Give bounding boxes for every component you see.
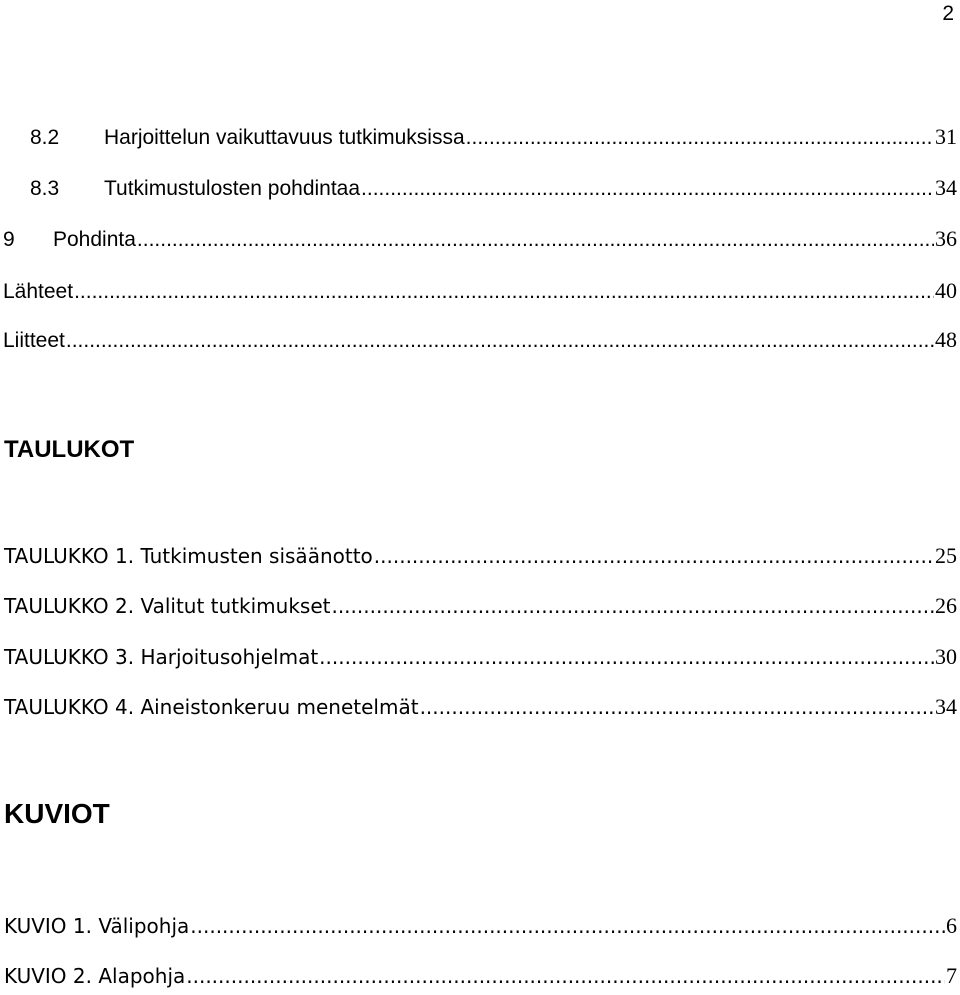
- dot-leader: [66, 329, 934, 353]
- dot-leader: [186, 964, 945, 988]
- toc-entry-page: 40: [935, 278, 957, 303]
- table-entry-title: TAULUKKO 4. Aineistonkeruu menetelmät: [4, 695, 419, 719]
- table-entry[interactable]: [4, 694, 957, 722]
- toc-entry-page: 48: [935, 327, 957, 352]
- figure-entry[interactable]: [4, 913, 957, 941]
- table-entry-page: 34: [935, 694, 957, 719]
- page-number: 2: [942, 2, 954, 25]
- figures-heading: KUVIOT: [4, 798, 110, 829]
- table-entry-page: 26: [935, 593, 957, 618]
- table-entry[interactable]: [4, 593, 957, 621]
- table-entry-page: 30: [935, 644, 957, 669]
- dot-leader: [319, 645, 934, 669]
- table-entry[interactable]: [4, 644, 957, 672]
- table-entry-page: 25: [935, 543, 957, 568]
- dot-leader: [420, 695, 934, 719]
- toc-entry-8-2[interactable]: [0, 124, 957, 152]
- figure-entry-page: 7: [946, 963, 957, 988]
- figure-entry-title: KUVIO 2. Alapohja: [4, 964, 186, 988]
- table-entry-title: TAULUKKO 1. Tutkimusten sisäänotto: [4, 544, 373, 568]
- toc-entry-title: Lähteet: [3, 280, 74, 303]
- toc-entry-title: Pohdinta: [53, 228, 136, 251]
- toc-entry-lahteet[interactable]: [0, 278, 957, 306]
- figure-entry-title: KUVIO 1. Välipohja: [4, 914, 190, 938]
- toc-entry-9[interactable]: [0, 226, 957, 254]
- dot-leader: [190, 914, 945, 938]
- toc-entry-title: Harjoittelun vaikuttavuus tutkimuksissa: [104, 126, 465, 149]
- toc-entry-title: Tutkimustulosten pohdintaa: [104, 177, 361, 200]
- figure-entry[interactable]: [4, 963, 957, 991]
- figure-entry-page: 6: [946, 913, 957, 938]
- dot-leader: [74, 280, 934, 304]
- table-entry-title: TAULUKKO 3. Harjoitusohjelmat: [4, 645, 319, 669]
- dot-leader: [137, 228, 934, 252]
- table-entry[interactable]: [4, 543, 957, 571]
- toc-entry-number: 9: [3, 228, 15, 251]
- dot-leader: [466, 126, 934, 150]
- dot-leader: [361, 177, 934, 201]
- dot-leader: [331, 594, 934, 618]
- tables-heading: TAULUKOT: [4, 436, 135, 463]
- toc-entry-8-3[interactable]: [0, 175, 957, 203]
- table-entry-title: TAULUKKO 2. Valitut tutkimukset: [4, 594, 331, 618]
- toc-entry-number: 8.2: [30, 126, 60, 149]
- toc-entry-page: 31: [935, 124, 957, 149]
- toc-entry-number: 8.3: [30, 177, 60, 200]
- toc-entry-title: Liitteet: [3, 329, 65, 352]
- toc-entry-page: 36: [935, 226, 957, 251]
- toc-entry-liitteet[interactable]: [0, 327, 957, 355]
- toc-entry-page: 34: [935, 175, 957, 200]
- dot-leader: [374, 544, 934, 568]
